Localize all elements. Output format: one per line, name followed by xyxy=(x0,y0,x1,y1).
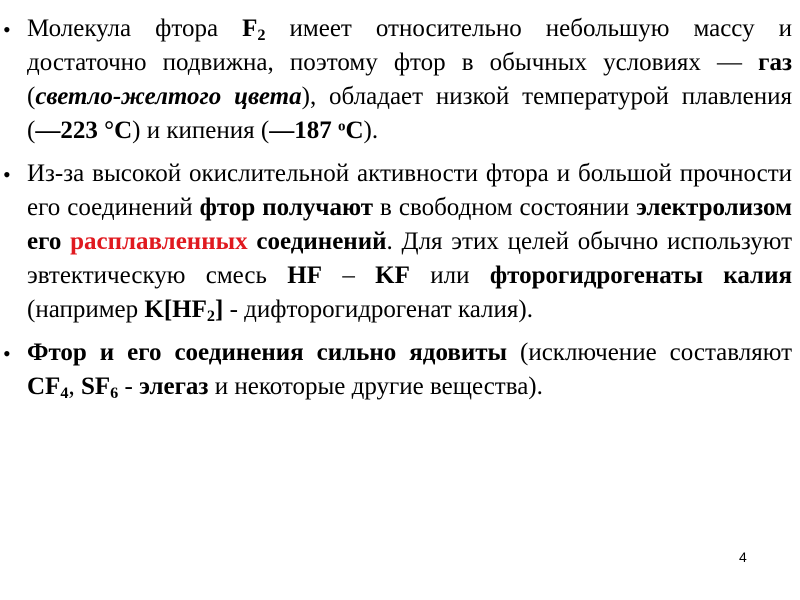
text-run: Из-за высокой окислительной активности фтора и большой прочности его соединений xyxy=(27,160,792,221)
text-run: и некоторые другие вещества). xyxy=(208,373,543,400)
text-run: CF xyxy=(27,373,61,400)
bullet-item-production xyxy=(0,157,800,327)
bullet-item-toxicity xyxy=(0,336,800,404)
text-run: - xyxy=(118,373,140,400)
paragraph-toxicity xyxy=(27,336,792,404)
text-run: ] xyxy=(215,296,224,323)
text-run: фтор получают xyxy=(199,194,374,221)
text-run: фторогидрогенаты калия xyxy=(489,262,793,289)
paragraph-production xyxy=(27,157,792,327)
bullet-item-molecule xyxy=(0,12,800,148)
text-run: K[HF xyxy=(144,296,207,323)
text-run: —223 °С xyxy=(35,117,133,144)
text-run: ), обладает низкой температурой плавления ( xyxy=(27,83,793,144)
text-run: ) и кипения ( xyxy=(132,117,270,144)
page-number: 4 xyxy=(739,549,747,565)
text-run: (исключение составляют xyxy=(507,339,792,366)
text-run: ). xyxy=(363,117,379,144)
text-run: С xyxy=(345,117,364,144)
text-run: ( xyxy=(27,83,36,110)
text-run: в свободном состоянии xyxy=(373,194,637,221)
text-run: светло-желтого цвета xyxy=(35,83,302,110)
bullet-icon: • xyxy=(3,17,11,42)
text-run: соединений xyxy=(256,228,387,255)
text-run: - дифторогидрогенат калия). xyxy=(223,296,533,323)
text-run: 6 xyxy=(110,384,119,403)
text-run: имеет относительно небольшую массу и достаточно подвижна, поэтому фтор в обычных условиях — xyxy=(27,15,792,76)
text-run: 2 xyxy=(257,26,266,45)
bullet-icon: • xyxy=(3,162,11,187)
text-run: , xyxy=(68,373,81,400)
bullet-icon: • xyxy=(3,341,11,366)
text-run: HF xyxy=(287,262,322,289)
text-run: F xyxy=(242,15,258,42)
subscript xyxy=(207,307,215,325)
text-run: (например xyxy=(27,296,145,323)
text-run: SF xyxy=(80,373,111,400)
text-run: 2 xyxy=(206,307,216,326)
text-run: расплавленных xyxy=(70,228,248,255)
text-run: 4 xyxy=(60,384,69,403)
text-run: Фтор и его соединения сильно ядовиты xyxy=(27,339,508,366)
text-run: – xyxy=(321,262,376,289)
text-run: газ xyxy=(758,49,792,76)
paragraph-molecule xyxy=(27,12,792,148)
text-run: KF xyxy=(375,262,410,289)
text-run: . Для этих целей обычно используют эвтектическую смесь xyxy=(27,228,793,289)
text-run: или xyxy=(409,262,490,289)
text-run: Молекула фтора xyxy=(27,15,243,42)
text-run: —187 xyxy=(269,117,338,144)
text-run: электролизом его xyxy=(27,194,793,255)
text-run: элегаз xyxy=(139,373,209,400)
bullet-list xyxy=(0,12,800,413)
text-run xyxy=(61,228,70,255)
text-run: o xyxy=(337,118,346,135)
